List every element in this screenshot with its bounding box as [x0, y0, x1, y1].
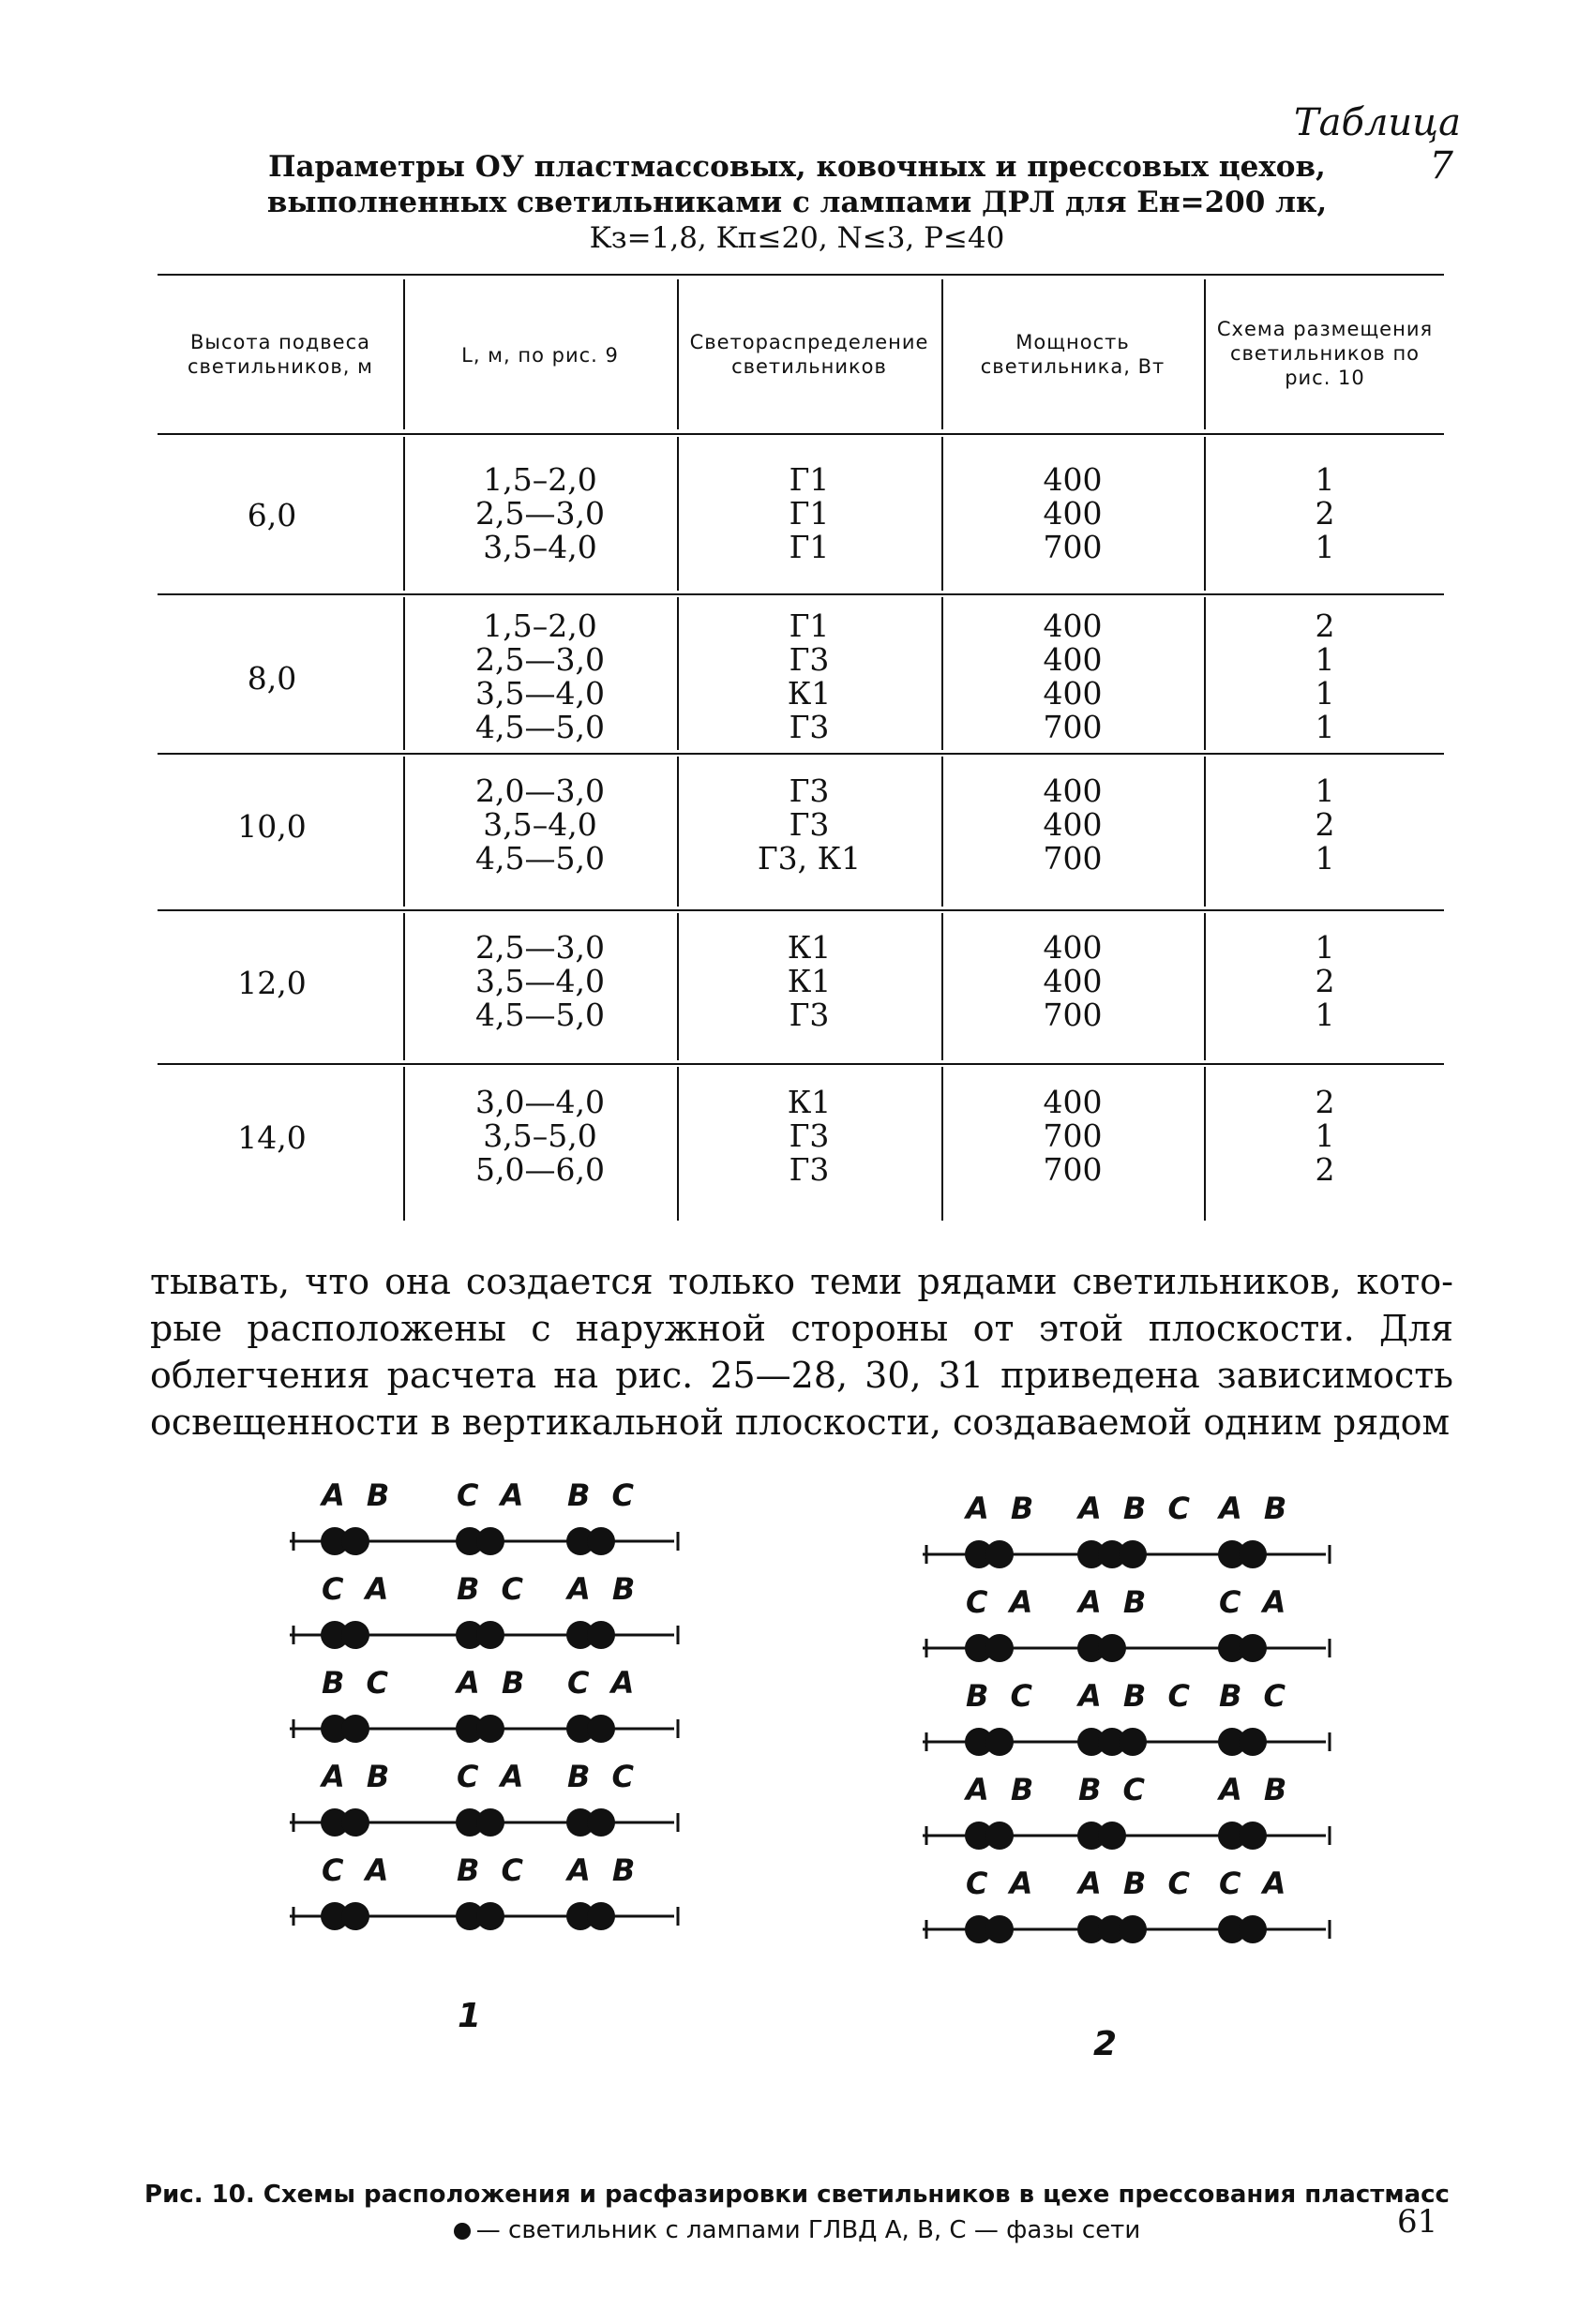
- cell-value: 1: [1315, 997, 1335, 1033]
- cell-dist: [679, 609, 940, 744]
- phase-label: B C: [1078, 1772, 1151, 1807]
- cell-value: 700: [1043, 1117, 1103, 1154]
- header-distribution: Светораспределение светильников: [689, 331, 929, 378]
- lamp-icon: [341, 1527, 369, 1555]
- phase-label: A B: [322, 1477, 396, 1513]
- cell-value: 1: [1315, 641, 1335, 678]
- paragraph-line: освещенности в вертикальной плоскости, создаваемой одним рядом: [150, 1402, 1451, 1443]
- cell-scheme: [1206, 463, 1444, 564]
- header-power: Мощность светильника, Вт: [980, 331, 1165, 378]
- lamp-icon: [476, 1902, 504, 1930]
- cell-value: 2: [1315, 1084, 1335, 1120]
- group-rule: [158, 753, 1444, 755]
- cell-scheme: [1206, 609, 1444, 744]
- header-L: L, м, по рис. 9: [461, 344, 619, 367]
- paragraph-line: тывать, что она создается только теми рядами светильников, кото-: [150, 1261, 1453, 1302]
- cell-height: 10,0: [237, 808, 307, 845]
- phase-label: A B C: [1078, 1491, 1196, 1526]
- phase-label: A B: [1219, 1772, 1293, 1807]
- cell-value: 5,0—6,0: [475, 1151, 605, 1188]
- lamp-icon: [587, 1715, 615, 1743]
- phase-label: B C: [457, 1852, 530, 1888]
- phase-label: C A: [966, 1866, 1039, 1901]
- cell-value: 1,5–2,0: [483, 461, 597, 498]
- lamp-icon: [1239, 1728, 1267, 1756]
- lamp-row: [286, 1616, 680, 1654]
- cell-value: Г1: [789, 607, 830, 644]
- lamp-icon: [1239, 1540, 1267, 1568]
- cell-L: [405, 463, 675, 564]
- cell-value: Г3: [789, 997, 830, 1033]
- cell-value: 4,5—5,0: [475, 840, 605, 877]
- lamp-row: [919, 1817, 1331, 1854]
- cell-value: 1: [1315, 675, 1335, 712]
- lamp-icon: [985, 1634, 1014, 1662]
- cell-value: 400: [1043, 675, 1103, 712]
- header-scheme: Схема размещения светильников по рис. 10: [1216, 318, 1434, 389]
- lamp-icon: [476, 1715, 504, 1743]
- cell-L: [405, 774, 675, 876]
- lamp-row: [286, 1522, 680, 1560]
- cell-value: 700: [1043, 529, 1103, 565]
- cell-value: 3,5–4,0: [483, 806, 597, 843]
- phase-label: C A: [1219, 1866, 1292, 1901]
- cell-value: К1: [787, 675, 832, 712]
- cell-value: Г3: [789, 806, 830, 843]
- lamp-icon: [587, 1527, 615, 1555]
- phase-label: A B: [457, 1665, 531, 1701]
- lamp-icon: [476, 1808, 504, 1837]
- cell-power: [943, 1086, 1202, 1187]
- cell-L: [405, 1086, 675, 1187]
- lamp-icon: [476, 1621, 504, 1649]
- phase-label: A B: [966, 1491, 1040, 1526]
- phase-label: B C: [1219, 1678, 1292, 1714]
- phase-label: A B C: [1078, 1866, 1196, 1901]
- cell-power: [943, 609, 1202, 744]
- caption-legend: — светильник с лампами ГЛВД A, B, C — фазы сети: [475, 2216, 1141, 2244]
- cell-value: 2: [1315, 806, 1335, 843]
- cell-dist: [679, 1086, 940, 1187]
- cell-value: 3,5—4,0: [475, 963, 605, 999]
- cell-value: 700: [1043, 840, 1103, 877]
- cell-value: 4,5—5,0: [475, 709, 605, 745]
- cell-scheme: [1206, 931, 1444, 1032]
- cell-value: Г3, К1: [757, 840, 862, 877]
- cell-value: 400: [1043, 929, 1103, 966]
- cell-L: [405, 609, 675, 744]
- group-rule: [158, 1063, 1444, 1065]
- table-label: Таблица 7: [1294, 101, 1461, 187]
- lamp-icon: [1098, 1822, 1126, 1850]
- phase-label: A B C: [1078, 1678, 1196, 1714]
- cell-value: 4,5—5,0: [475, 997, 605, 1033]
- cell-scheme: [1206, 1086, 1444, 1187]
- cell-dist: [679, 774, 940, 876]
- cell-value: Г3: [789, 1117, 830, 1154]
- cell-value: 1: [1315, 1117, 1335, 1154]
- cell-value: 2,5—3,0: [475, 929, 605, 966]
- lamp-icon: [985, 1540, 1014, 1568]
- table-title-line-2: выполненных светильниками с лампами ДРЛ для Eн=200 лк,: [266, 186, 1328, 219]
- cell-value: 1: [1315, 929, 1335, 966]
- cell-value: К1: [787, 963, 832, 999]
- cell-height: 8,0: [247, 660, 297, 697]
- cell-value: 1,5–2,0: [483, 607, 597, 644]
- cell-value: 3,5–4,0: [483, 529, 597, 565]
- header-bottom-rule: [158, 433, 1444, 435]
- cell-value: 3,0—4,0: [475, 1084, 605, 1120]
- cell-value: 2,5—3,0: [475, 641, 605, 678]
- cell-value: 2: [1315, 963, 1335, 999]
- lamp-icon: [1239, 1822, 1267, 1850]
- lamp-row: [286, 1710, 680, 1747]
- cell-value: 400: [1043, 1084, 1103, 1120]
- cell-value: 1: [1315, 772, 1335, 809]
- cell-value: 3,5–5,0: [483, 1117, 597, 1154]
- lamp-icon: [1119, 1728, 1147, 1756]
- lamp-icon: [1119, 1540, 1147, 1568]
- phase-label: C A: [322, 1571, 395, 1607]
- phase-label: B C: [966, 1678, 1039, 1714]
- cell-value: 700: [1043, 1151, 1103, 1188]
- cell-power: [943, 774, 1202, 876]
- cell-value: К1: [787, 929, 832, 966]
- group-rule: [158, 909, 1444, 911]
- cell-value: 2: [1315, 495, 1335, 532]
- lamp-icon: [476, 1527, 504, 1555]
- cell-height: 14,0: [237, 1119, 307, 1156]
- cell-value: Г1: [789, 495, 830, 532]
- lamp-icon: [341, 1621, 369, 1649]
- cell-value: 400: [1043, 495, 1103, 532]
- phase-label: A B: [322, 1759, 396, 1794]
- paragraph-line: рые расположены с наружной стороны от этой плоскости. Для: [150, 1308, 1453, 1349]
- phase-label: B C: [322, 1665, 395, 1701]
- cell-value: 700: [1043, 997, 1103, 1033]
- cell-value: 1: [1315, 840, 1335, 877]
- phase-label: B C: [567, 1477, 640, 1513]
- phase-label: C A: [457, 1759, 530, 1794]
- cell-value: Г1: [789, 529, 830, 565]
- lamp-row: [919, 1723, 1331, 1761]
- phase-label: B C: [457, 1571, 530, 1607]
- lamp-row: [919, 1536, 1331, 1573]
- table-title-line-3: Kз=1,8, Kп≤20, N≤3, P≤40: [589, 221, 1005, 255]
- cell-value: 2: [1315, 1151, 1335, 1188]
- phase-label: A B: [966, 1772, 1040, 1807]
- phase-label: C A: [1219, 1584, 1292, 1620]
- table-title-line-1: Параметры ОУ пластмассовых, ковочных и прессовых цехов,: [268, 150, 1326, 184]
- lamp-icon: [985, 1822, 1014, 1850]
- cell-value: 400: [1043, 461, 1103, 498]
- body-paragraph: [150, 1258, 1453, 1446]
- cell-value: Г1: [789, 461, 830, 498]
- cell-value: 400: [1043, 963, 1103, 999]
- cell-value: Г3: [789, 1151, 830, 1188]
- cell-value: 2,0—3,0: [475, 772, 605, 809]
- phase-label: C A: [322, 1852, 395, 1888]
- lamp-icon: [1239, 1634, 1267, 1662]
- cell-height: 12,0: [237, 965, 307, 1001]
- cell-value: 400: [1043, 607, 1103, 644]
- phase-label: A B: [567, 1852, 641, 1888]
- phase-label: C A: [457, 1477, 530, 1513]
- lamp-row: [919, 1911, 1331, 1948]
- cell-value: Г3: [789, 709, 830, 745]
- lamp-icon: [1239, 1915, 1267, 1943]
- lamp-icon: [985, 1728, 1014, 1756]
- lamp-icon: [587, 1902, 615, 1930]
- phase-label: B C: [567, 1759, 640, 1794]
- cell-dist: [679, 463, 940, 564]
- paragraph-line: облегчения расчета на рис. 25—28, 30, 31 приведена зависимость: [150, 1355, 1453, 1396]
- cell-value: Г3: [789, 772, 830, 809]
- lamp-row: [286, 1897, 680, 1935]
- scheme-number: 2: [1093, 2025, 1118, 2063]
- cell-dist: [679, 931, 940, 1032]
- lamp-symbol-icon: [454, 2223, 471, 2240]
- lamp-icon: [1119, 1915, 1147, 1943]
- cell-height: 6,0: [247, 497, 297, 533]
- cell-value: К1: [787, 1084, 832, 1120]
- phase-label: C A: [567, 1665, 640, 1701]
- phase-label: C A: [966, 1584, 1039, 1620]
- cell-power: [943, 463, 1202, 564]
- group-rule: [158, 593, 1444, 595]
- cell-value: 1: [1315, 461, 1335, 498]
- cell-value: 3,5—4,0: [475, 675, 605, 712]
- lamp-icon: [341, 1808, 369, 1837]
- cell-L: [405, 931, 675, 1032]
- table-top-rule: [158, 274, 1444, 276]
- caption-title: Рис. 10. Схемы расположения и расфазировки светильников в цехе прессования пластмасс: [144, 2181, 1450, 2209]
- lamp-icon: [1098, 1634, 1126, 1662]
- page-number: 61: [1397, 2203, 1438, 2241]
- cell-value: 400: [1043, 806, 1103, 843]
- lamp-icon: [985, 1915, 1014, 1943]
- phase-label: A B: [567, 1571, 641, 1607]
- figure-caption: [141, 2177, 1453, 2248]
- lamp-icon: [341, 1715, 369, 1743]
- lamp-row: [919, 1629, 1331, 1667]
- cell-power: [943, 931, 1202, 1032]
- lamp-row: [286, 1804, 680, 1841]
- cell-value: 2: [1315, 607, 1335, 644]
- lamp-icon: [341, 1902, 369, 1930]
- scheme-number: 1: [458, 1997, 482, 2035]
- cell-value: Г3: [789, 641, 830, 678]
- phase-label: A B: [1219, 1491, 1293, 1526]
- cell-value: 2,5—3,0: [475, 495, 605, 532]
- header-height: Высота подвеса светильников, м: [187, 331, 373, 378]
- lamp-icon: [587, 1808, 615, 1837]
- cell-value: 1: [1315, 529, 1335, 565]
- cell-value: 1: [1315, 709, 1335, 745]
- lamp-icon: [587, 1621, 615, 1649]
- cell-value: 700: [1043, 709, 1103, 745]
- cell-scheme: [1206, 774, 1444, 876]
- phase-label: A B: [1078, 1584, 1152, 1620]
- cell-value: 400: [1043, 772, 1103, 809]
- cell-value: 400: [1043, 641, 1103, 678]
